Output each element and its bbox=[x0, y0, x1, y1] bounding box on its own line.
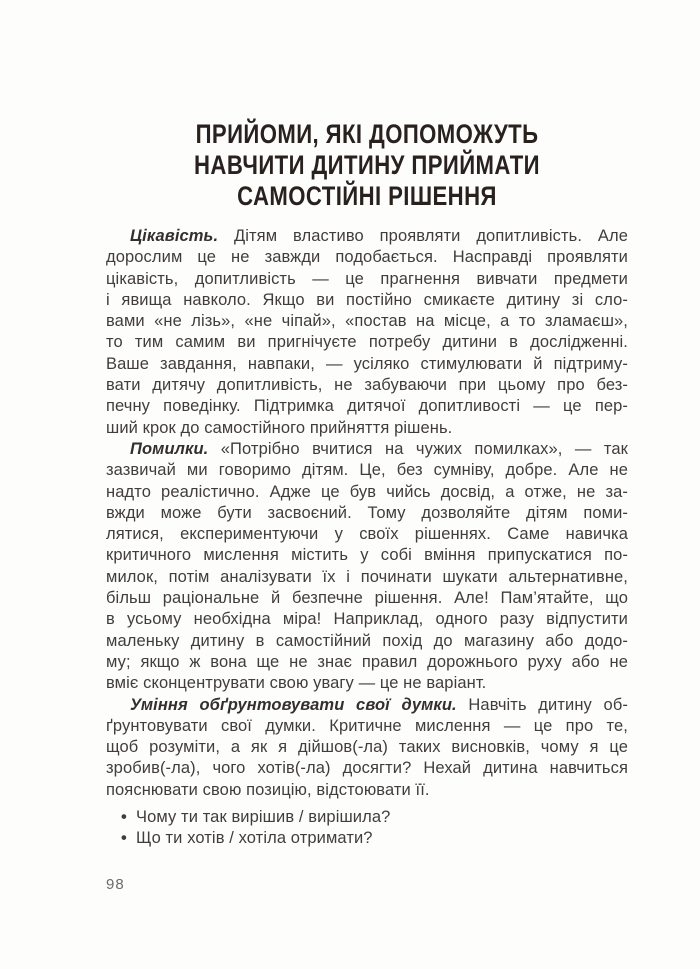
paragraph-line: печну поведінку. Підтримка дитячої допитливості — це пер- bbox=[106, 397, 628, 416]
title-line: НАВЧИТИ ДИТИНУ ПРИЙМАТИ bbox=[194, 150, 540, 180]
paragraph-line: більш раціональне й безпечне рішення. Але! Пам’ятайте, що bbox=[106, 589, 628, 608]
paragraph-line: зробив(-ла), чого хотів(-ла) досягти? Нехай дитина навчиться bbox=[106, 759, 628, 778]
paragraph-line: му; якщо ж вона ще не знає правил дорожнього руху або не bbox=[106, 652, 628, 671]
paragraph-line: маленьку дитину в самостійний похід до магазину або додо- bbox=[106, 631, 628, 650]
paragraphs-container bbox=[106, 226, 628, 801]
paragraph-line: надто реалістично. Адже це був чийсь досвід, а отже, не за- bbox=[106, 482, 628, 501]
paragraph bbox=[106, 439, 628, 695]
paragraph-line: дорослим це не завжди подобається. Насправді проявляти bbox=[106, 248, 628, 267]
paragraph-line: милок, потім аналізувати їх і починати шукати альтернативне, bbox=[106, 567, 628, 586]
paragraph-line: і явища навколо. Якщо ви постійно смикаєте дитину зі сло- bbox=[106, 290, 628, 309]
paragraph-line: пояснювати свою позицію, відстоювати її. bbox=[106, 780, 430, 799]
bullet-item: • Чому ти так вирішив / вирішила? bbox=[106, 807, 628, 828]
title-line: САМОСТІЙНІ РІШЕННЯ bbox=[237, 181, 497, 211]
paragraph-line: зазвичай ми говоримо дітям. Це, без сумніву, добре. Але не bbox=[106, 461, 628, 480]
paragraph bbox=[106, 226, 628, 439]
paragraph-line: Ваше завдання, навпаки, — усіляко стимулювати й підтриму- bbox=[106, 354, 628, 373]
paragraph-lead: Цікавість. bbox=[130, 227, 219, 245]
paragraph-line: ґрунтовувати свої думки. Критичне мислення — це про те, bbox=[106, 716, 628, 735]
bullet-dot-icon: • bbox=[121, 808, 127, 827]
paragraph bbox=[106, 695, 628, 801]
paragraph-lead: Уміння обґрунтовувати свої думки. bbox=[130, 695, 457, 714]
paragraph-line: в усьому необхідна міра! Наприклад, одного разу відпустити bbox=[106, 610, 628, 629]
bullet-item: • Що ти хотів / хотіла отримати? bbox=[106, 828, 628, 849]
bullet-dot-icon: • bbox=[121, 829, 127, 848]
bullet-list bbox=[106, 807, 628, 850]
body-text bbox=[106, 226, 628, 850]
paragraph-line: лятися, експериментуючи у своїх рішеннях. Саме навичка bbox=[106, 525, 628, 544]
paragraph-line: вжди може бути засвоєний. Тому дозволяйте дітям поми- bbox=[106, 503, 628, 522]
paragraph-line: Уміння обґрунтовувати свої думки. Навчіть дитину об- bbox=[130, 695, 628, 714]
title-line: ПРИЙОМИ, ЯКІ ДОПОМОЖУТЬ bbox=[195, 119, 539, 149]
paragraph-line: щоб розуміти, а як я дійшов(-ла) таких висновків, чому я це bbox=[106, 738, 628, 757]
paragraph-line: вами «не лізь», «не чіпай», «постав на місце, а то зламаєш», bbox=[106, 312, 628, 331]
page-number: 98 bbox=[106, 876, 125, 893]
paragraph-lead: Помилки. bbox=[130, 439, 209, 458]
paragraph-line: то тим самим ви пригнічуєте потребу дитини в дослідженні. bbox=[106, 333, 628, 352]
page-title bbox=[106, 119, 628, 212]
paragraph-line: критичного мислення містить у собі вміння припускатися по- bbox=[106, 546, 628, 565]
paragraph-line: Помилки. «Потрібно вчитися на чужих помилках», — так bbox=[130, 439, 628, 458]
paragraph-line: цікавість, допитливість — це прагнення вивчати предмети bbox=[106, 269, 628, 288]
paragraph-line: вміє сконцентрувати свою увагу — це не варіант. bbox=[106, 674, 487, 693]
paragraph-line: вати дитячу допитливість, не забуваючи при цьому про без- bbox=[106, 376, 628, 395]
paragraph-line: ший крок до самостійного прийняття рішень. bbox=[106, 418, 453, 437]
paragraph-line: Цікавість. Дітям властиво проявляти допитливість. Але bbox=[130, 227, 628, 245]
